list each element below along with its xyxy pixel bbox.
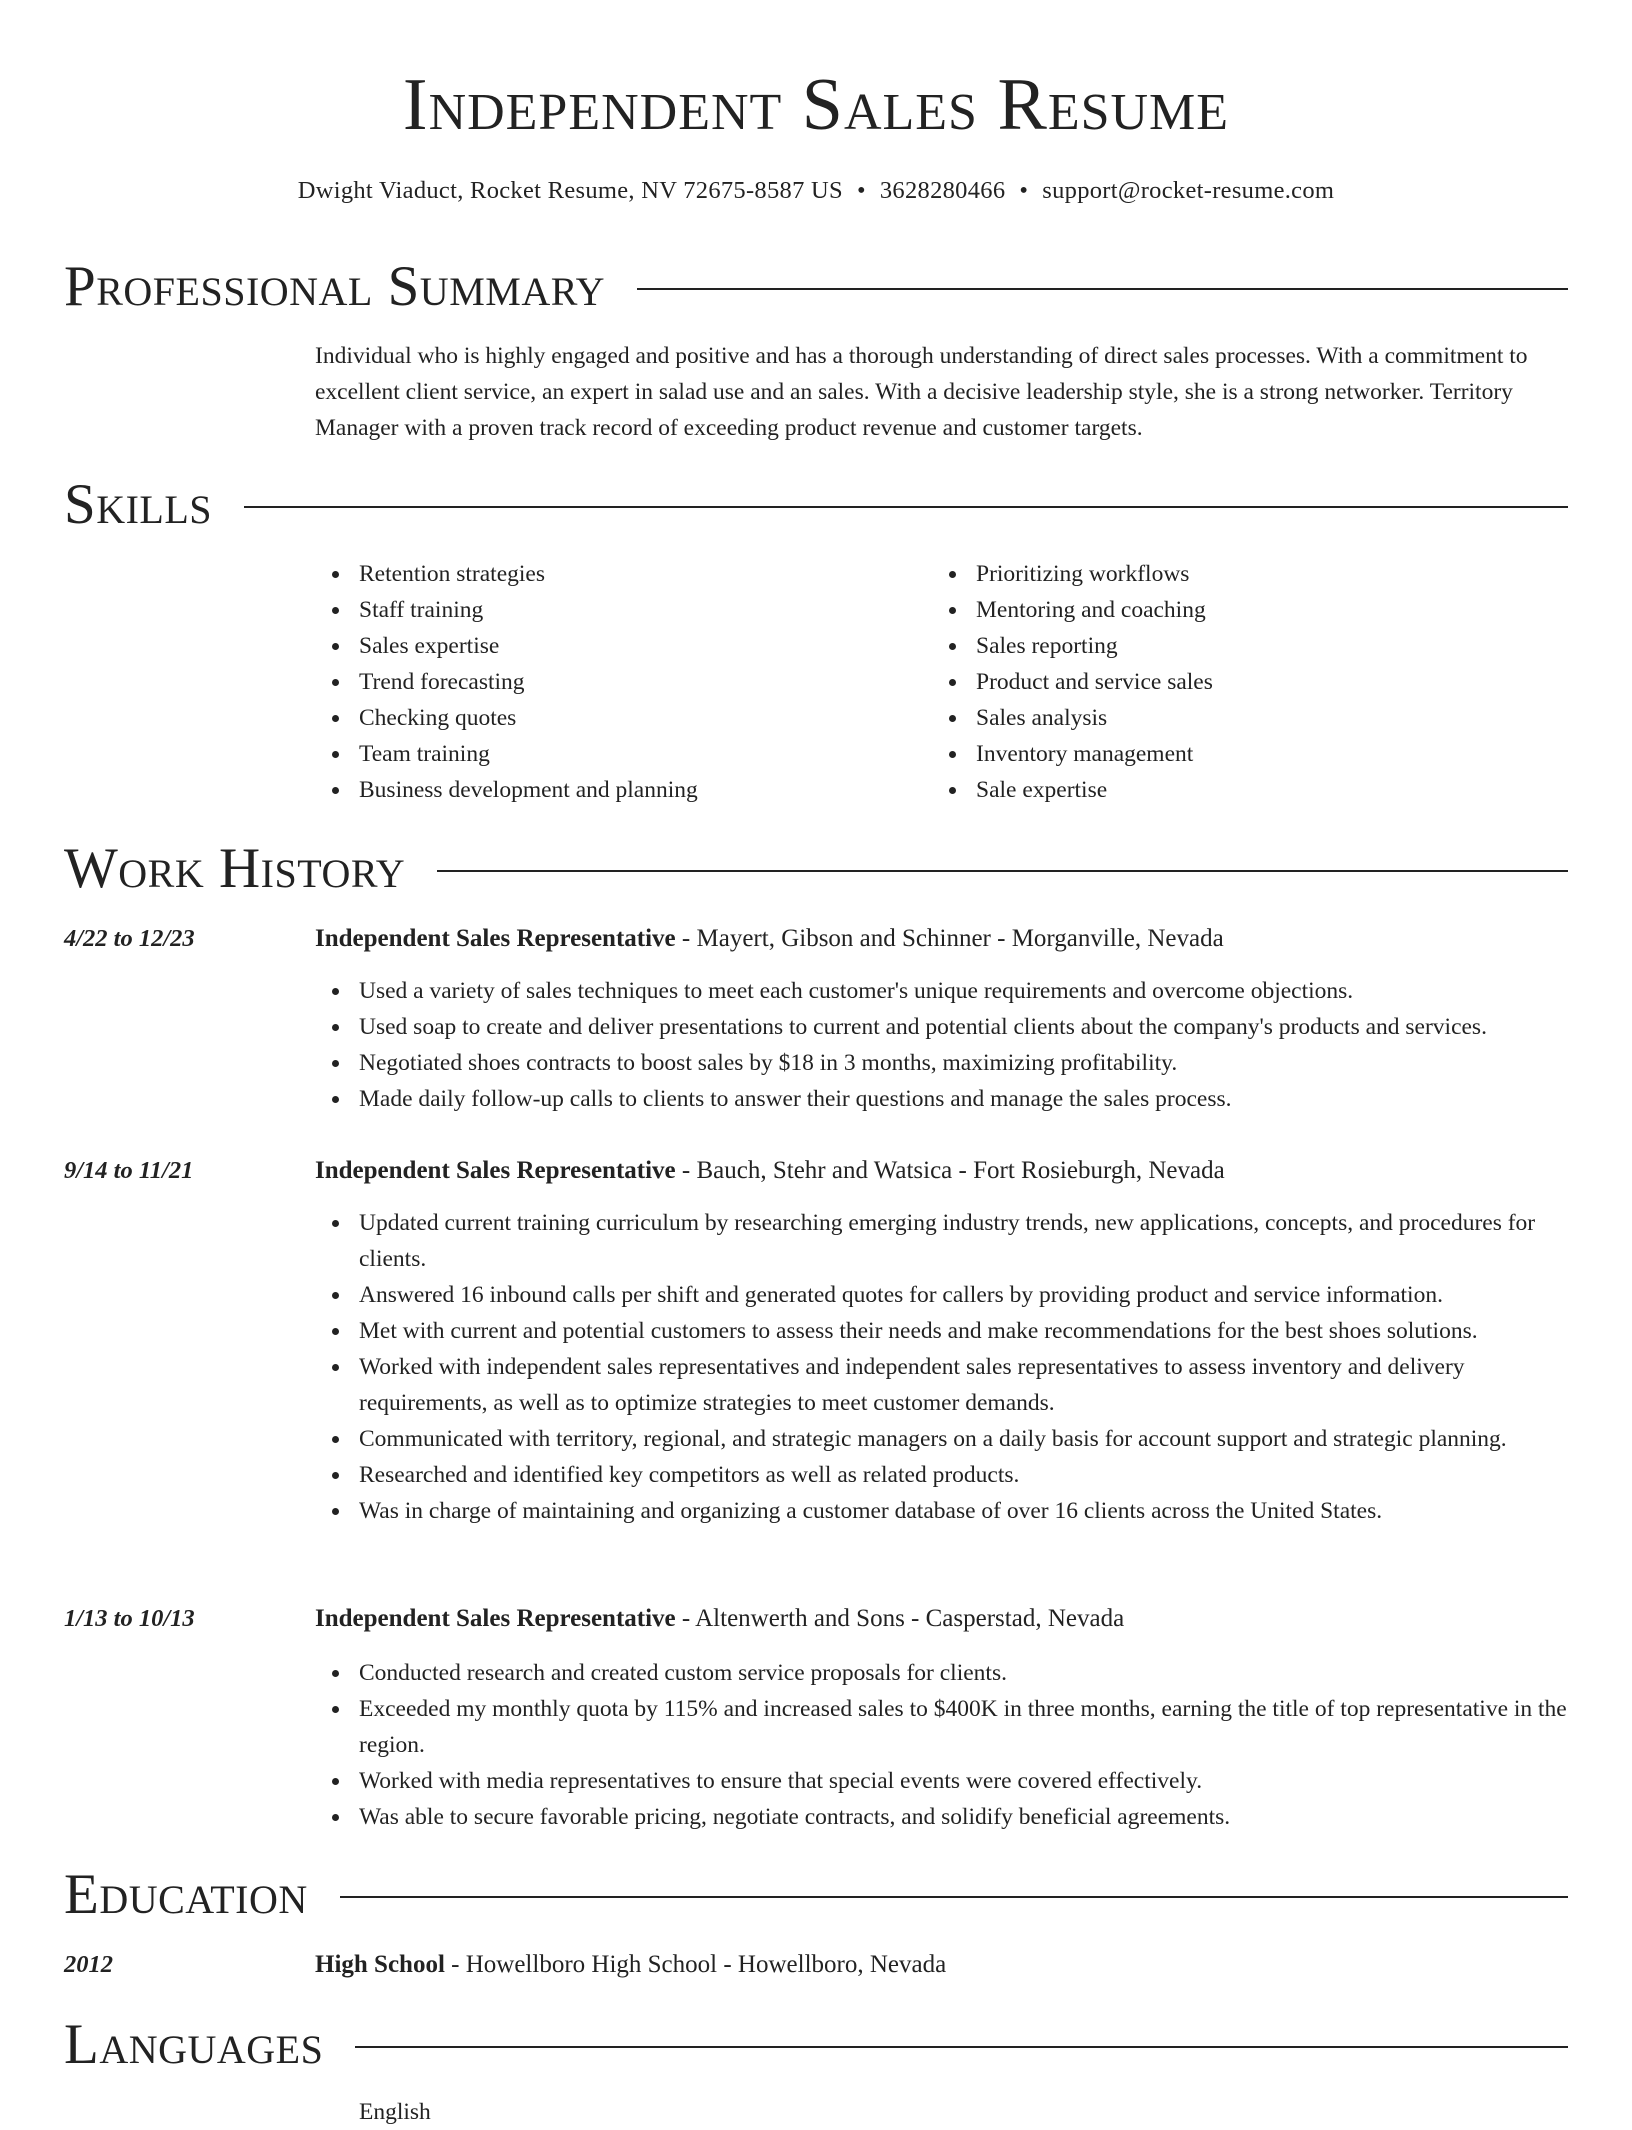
job-title: Independent Sales Representative: [315, 925, 676, 952]
work-section-header: [64, 834, 1568, 904]
section-title-skills: Skills: [64, 473, 213, 536]
separator-dot: •: [1019, 177, 1029, 204]
list-item: Prioritizing workflows: [976, 556, 1532, 592]
job-duties: [315, 973, 1575, 1117]
language-list: [315, 2094, 1575, 2130]
languages-list: [315, 2094, 1575, 2130]
languages-section-header: [64, 2010, 1568, 2080]
separator-dot: •: [856, 177, 866, 204]
list-item: Checking quotes: [359, 700, 915, 736]
skills-list: [315, 556, 915, 808]
list-item: Sales analysis: [976, 700, 1532, 736]
job-heading: [315, 1153, 1575, 1189]
section-divider: [355, 2046, 1568, 2048]
job-duties: [315, 1205, 1575, 1529]
list-item: Worked with media representatives to ensure that special events were covered effectively.: [359, 1763, 1575, 1799]
list-item: Made daily follow-up calls to clients to answer their questions and manage the sales process.: [359, 1081, 1575, 1117]
education-section-header: [64, 1860, 1568, 1930]
education-school: - Howellboro High School - Howellboro, Nevada: [444, 1951, 947, 1978]
section-divider: [244, 506, 1568, 508]
job-employer: - Altenwerth and Sons - Casperstad, Nevada: [675, 1605, 1125, 1632]
duty-list: [315, 1205, 1575, 1529]
job-dates: 4/22 to 12/23: [64, 925, 195, 952]
phone: 3628280466: [879, 177, 1006, 204]
list-item: Product and service sales: [976, 664, 1532, 700]
section-title-summary: Professional Summary: [64, 255, 606, 318]
skills-list: [932, 556, 1532, 808]
list-item: Retention strategies: [359, 556, 915, 592]
list-item: Communicated with territory, regional, and strategic managers on a daily basis for account support and strategic planning.: [359, 1421, 1575, 1457]
section-divider: [437, 870, 1568, 872]
list-item: Business development and planning: [359, 772, 915, 808]
list-item: Met with current and potential customers to assess their needs and make recommendations for the best shoes solutions.: [359, 1313, 1575, 1349]
job-employer: - Bauch, Stehr and Watsica - Fort Rosieburgh, Nevada: [675, 1157, 1225, 1184]
list-item: Was in charge of maintaining and organizing a customer database of over 16 clients across the United States.: [359, 1493, 1575, 1529]
list-item: Conducted research and created custom service proposals for clients.: [359, 1655, 1575, 1691]
duty-list: [315, 973, 1575, 1117]
job-dates: 9/14 to 11/21: [64, 1157, 194, 1184]
list-item: Mentoring and coaching: [976, 592, 1532, 628]
contact-line: [0, 172, 1632, 210]
job-heading: [315, 1601, 1575, 1637]
section-title-languages: Languages: [64, 2013, 324, 2076]
job-title: Independent Sales Representative: [315, 1157, 676, 1184]
list-item: Answered 16 inbound calls per shift and generated quotes for callers by providing product and service information.: [359, 1277, 1575, 1313]
duty-list: [315, 1655, 1575, 1835]
list-item: Was able to secure favorable pricing, negotiate contracts, and solidify beneficial agreements.: [359, 1799, 1575, 1835]
skills-section-header: [64, 470, 1568, 540]
resume-title: Independent Sales Resume: [402, 64, 1230, 146]
job-title: Independent Sales Representative: [315, 1605, 676, 1632]
list-item: Inventory management: [976, 736, 1532, 772]
list-item: Negotiated shoes contracts to boost sales by $18 in 3 months, maximizing profitability.: [359, 1045, 1575, 1081]
section-title-education: Education: [64, 1863, 308, 1926]
skills-list-left: [315, 556, 915, 808]
section-title-work: Work History: [64, 837, 406, 900]
education-heading: [315, 1947, 1575, 1983]
email: support@rocket-resume.com: [1042, 177, 1335, 204]
list-item: Sales expertise: [359, 628, 915, 664]
list-item: Worked with independent sales representatives and independent sales representatives to assess inventory and delivery requirements, as well as to optimize strategies to meet customer demands.: [359, 1349, 1575, 1421]
list-item: Used a variety of sales techniques to meet each customer's unique requirements and overcome objections.: [359, 973, 1575, 1009]
skills-list-right: [932, 556, 1532, 808]
section-divider: [340, 1896, 1568, 1898]
job-employer: - Mayert, Gibson and Schinner - Morganville, Nevada: [675, 925, 1224, 952]
list-item: Trend forecasting: [359, 664, 915, 700]
section-divider: [637, 288, 1568, 290]
list-item: Used soap to create and deliver presentations to current and potential clients about the company's products and services.: [359, 1009, 1575, 1045]
address: Dwight Viaduct, Rocket Resume, NV 72675-8587 US: [297, 177, 843, 204]
list-item: Team training: [359, 736, 915, 772]
job-heading: [315, 921, 1575, 957]
job-dates: 1/13 to 10/13: [64, 1605, 195, 1632]
summary-text: Individual who is highly engaged and positive and has a thorough understanding of direct sales processes. With a commitment to excellent client service, an expert in salad use and an sales. With a decisive leadership style, she is a strong networker. Territory Manager with a proven track record of exceeding product revenue and customer targets.: [315, 343, 1528, 441]
list-item: Exceeded my monthly quota by 115% and increased sales to $400K in three months, earning the title of top representative in the region.: [359, 1691, 1575, 1763]
list-item: Researched and identified key competitors as well as related products.: [359, 1457, 1575, 1493]
list-item: Updated current training curriculum by researching emerging industry trends, new applications, concepts, and procedures for clients.: [359, 1205, 1575, 1277]
job-duties: [315, 1655, 1575, 1835]
education-year: 2012: [64, 1951, 113, 1978]
list-item: Sale expertise: [976, 772, 1532, 808]
list-item: Staff training: [359, 592, 915, 628]
list-item: Sales reporting: [976, 628, 1532, 664]
list-item: English: [359, 2099, 431, 2125]
education-degree: High School: [315, 1951, 445, 1978]
summary-section-header: [64, 252, 1568, 322]
